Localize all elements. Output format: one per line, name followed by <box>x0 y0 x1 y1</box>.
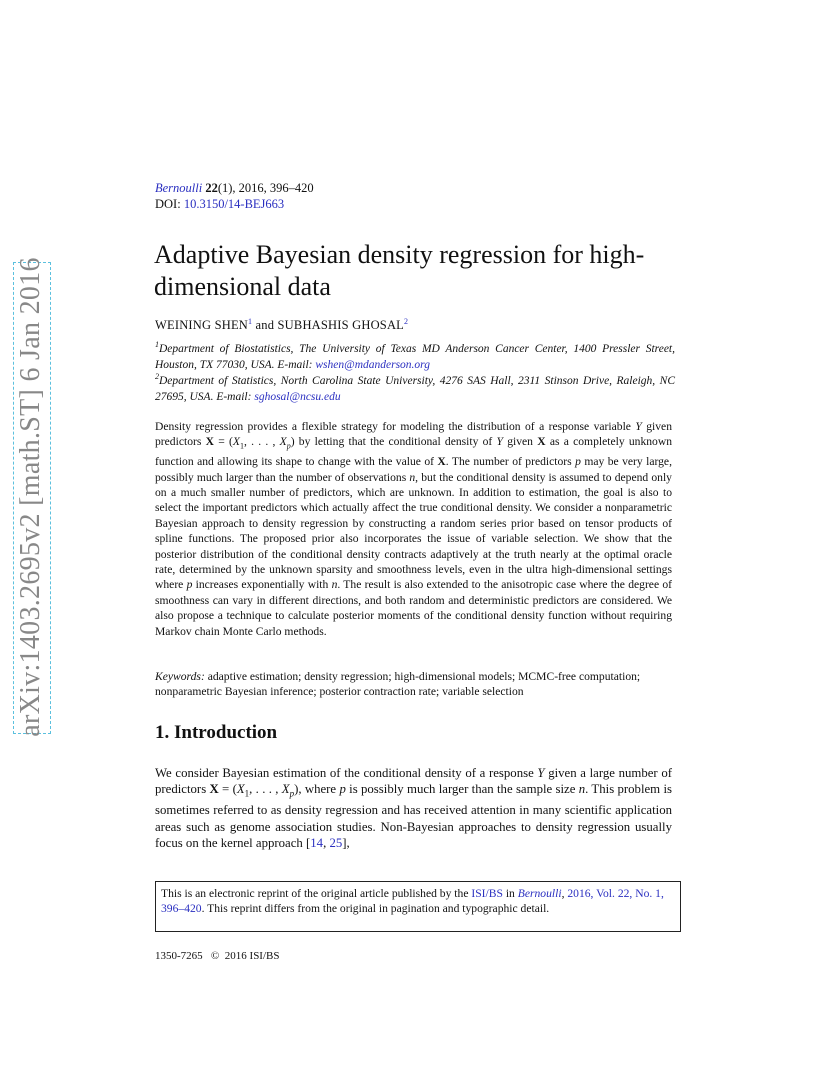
reprint-text: . This reprint differs from the original in pagination and typographic detail. <box>201 902 550 915</box>
math-subscript: p <box>286 441 291 451</box>
citation-link[interactable]: 14 <box>310 836 324 851</box>
math-var: p <box>186 578 193 592</box>
intro-text: given a large number of predictors <box>155 766 673 797</box>
reprint-text: in <box>502 887 518 900</box>
math-var: p <box>575 455 581 469</box>
intro-text: is possibly much larger than the sample size <box>345 782 579 797</box>
author-ghosal-affil-mark[interactable]: 2 <box>404 316 409 326</box>
abstract-text: given predictors <box>155 420 673 449</box>
author-list <box>155 318 408 333</box>
copyright-holder: 2016 ISI/BS <box>224 950 280 962</box>
email-ghosal-link[interactable]: sghosal@ncsu.edu <box>254 390 341 403</box>
intro-paragraph <box>155 765 672 852</box>
math-vector: X <box>537 435 546 449</box>
keywords <box>155 669 672 700</box>
reprint-citation-link[interactable]: 2016, Vol. 22, No. 1, 396–420 <box>161 887 664 915</box>
abstract-text: Density regression provides a flexible strategy for modeling the distribution of a response variable <box>155 420 636 433</box>
abstract <box>155 419 672 639</box>
intro-text: = ( <box>218 782 237 797</box>
issn: 1350-7265 <box>155 950 203 962</box>
math-vector: X <box>437 455 446 469</box>
citation-link[interactable]: 25 <box>329 836 343 851</box>
math-var: X <box>279 435 287 449</box>
intro-text: ), where <box>294 782 340 797</box>
abstract-text: , . . . , <box>243 435 280 449</box>
author-shen: WEINING SHEN <box>155 318 249 332</box>
math-var: X <box>236 782 245 797</box>
author-ghosal: SUBHASHIS GHOSAL <box>277 318 405 332</box>
abstract-text: ) by letting that the conditional density of <box>290 435 497 449</box>
affiliation-1-text: Department of Biostatistics, The University of Texas MD Anderson Cancer Center, 1400 Pressler Street, Houston, TX 77030, USA. E-mail: <box>155 343 675 371</box>
publisher-link[interactable]: ISI/BS <box>471 887 503 900</box>
affiliation-2-mark: 2 <box>155 372 159 382</box>
intro-text: We consider Bayesian estimation of the conditional density of a response <box>155 766 538 780</box>
abstract-text: increases exponentially with <box>192 578 332 592</box>
abstract-text: . The number of predictors <box>445 455 576 469</box>
email-shen-link[interactable]: wshen@mdanderson.org <box>315 358 430 371</box>
abstract-text: = ( <box>213 435 233 449</box>
affiliation-2-text: Department of Statistics, North Carolina State University, 4276 SAS Hall, 2311 Stinson Drive, Raleigh, NC 27695, USA. E-mail: <box>155 375 675 403</box>
reprint-text: This is an electronic reprint of the original article published by the <box>161 887 472 900</box>
math-var: Y <box>496 435 503 449</box>
math-var: p <box>339 782 346 797</box>
doi-label: DOI: <box>155 197 181 211</box>
math-var: X <box>232 435 240 449</box>
affiliation-1 <box>155 342 675 373</box>
journal-issue-pages: (1), 2016, 396–420 <box>217 181 314 195</box>
math-var: n <box>578 782 586 797</box>
affiliation-1-mark: 1 <box>155 340 159 350</box>
copyright-icon: © <box>210 950 220 962</box>
math-var: n <box>409 470 416 484</box>
author-conjunction: and <box>255 318 275 332</box>
math-vector: X <box>209 782 219 797</box>
affiliation-2 <box>155 374 675 405</box>
abstract-text: as a completely unknown function and allowing its shape to change with the value of <box>155 435 673 469</box>
section-heading: 1. Introduction <box>155 722 278 743</box>
arxiv-stamp-text: arXiv:1403.2695v2 [math.ST] 6 Jan 2016 <box>15 257 46 737</box>
intro-text: . This problem is sometimes referred to as density regression and has received attention in many scientific application areas such as genome association studies. Non-Bayesian approaches to density regression usually focus on the kernel approach [ <box>155 782 672 851</box>
math-var: Y <box>635 420 642 433</box>
intro-text: , . . . , <box>249 782 282 797</box>
journal-citation <box>155 181 314 196</box>
paper-title: Adaptive Bayesian density regression for high-dimensional data <box>154 240 645 301</box>
math-subscript: p <box>289 788 295 799</box>
keywords-text: adaptive estimation; density regression; high-dimensional models; MCMC-free computation; nonparametric Bayesian inference; posterior contraction rate; variable selection <box>155 670 641 699</box>
doi-line <box>155 197 284 212</box>
journal-volume: 22 <box>205 181 218 195</box>
math-subscript: 1 <box>244 788 250 799</box>
abstract-text: . The result is also extended to the anisotropic case where the degree of smoothness can vary in different directions, and both random and deterministic predictors are considered. We also propose a technique to calculate posterior moments of the conditional density function without requiring Markov chain Monte Carlo methods. <box>155 578 672 638</box>
math-var: Y <box>537 766 545 780</box>
math-var: X <box>281 782 290 797</box>
math-var: n <box>331 578 338 592</box>
math-subscript: 1 <box>239 441 244 451</box>
doi-link[interactable]: 10.3150/14-BEJ663 <box>183 197 285 211</box>
reprint-text: , <box>561 887 568 900</box>
journal-link[interactable]: Bernoulli <box>155 181 203 195</box>
keywords-label: Keywords: <box>155 670 205 683</box>
abstract-text: given <box>502 435 538 449</box>
reprint-journal-link[interactable]: Bernoulli <box>517 887 562 900</box>
intro-text: ], <box>342 836 350 851</box>
author-shen-affil-mark[interactable]: 1 <box>248 316 253 326</box>
reprint-notice-box <box>155 881 681 932</box>
copyright-line <box>155 950 280 962</box>
abstract-text: , but the conditional density is assumed to depend only on a much smaller number of predictors, which are unknown. In addition to estimation, the goal is also to select the important predictors which actually affect the true conditional density. We consider a nonparametric Bayesian approach to density regression by constructing a random series prior based on tensor products of spline functions. The proposed prior also incorporates the issue of variable selection. We show that the posterior distribution of the conditional density contracts adaptively at the truth nearly at the optimal oracle rate, determined by the unknown sparsity and smoothness levels, even in the ultra high-dimensional settings where <box>155 470 672 592</box>
math-vector: X <box>205 435 214 449</box>
abstract-text: may be very large, possibly much larger than the number of observations <box>155 455 672 484</box>
intro-text: , <box>323 836 330 851</box>
